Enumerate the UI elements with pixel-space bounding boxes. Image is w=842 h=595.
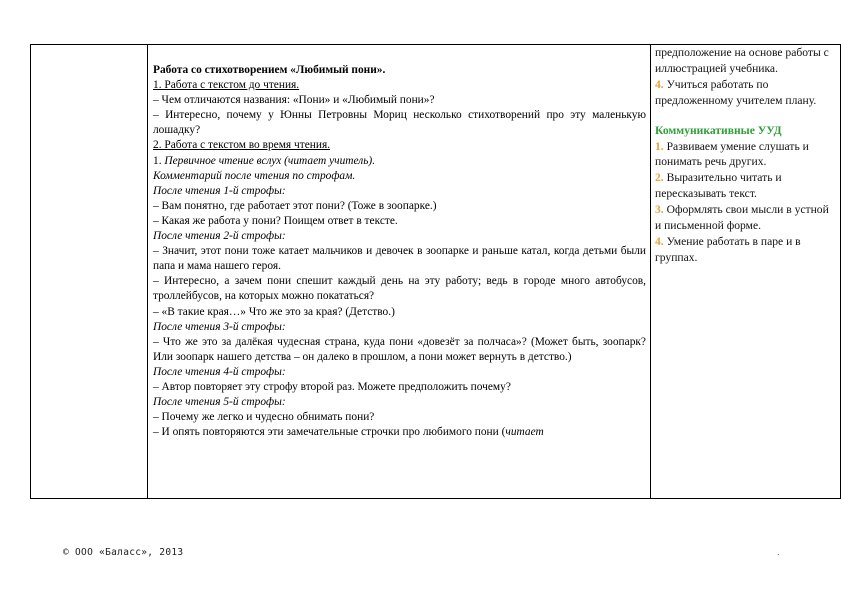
question: – Вам понятно, где работает этот пони? (Тоже в зоопарке.) bbox=[153, 199, 437, 212]
question: – Интересно, почему у Юнны Петровны Мориц несколько стихотворений про эту маленькую лошадку? bbox=[153, 109, 646, 137]
stanza-heading: После чтения 3-й строфы: bbox=[153, 320, 286, 333]
question: – Значит, этот пони тоже катает мальчиков и девочек в зоопарке и раньше катал, когда детьми были папа и мама нашего героя. bbox=[153, 245, 646, 273]
lesson-table bbox=[30, 44, 841, 499]
uud-heading: Коммуникативные УУД bbox=[655, 123, 782, 137]
question: – Почему же легко и чудесно обнимать пони? bbox=[153, 411, 375, 424]
question: – Какая же работа у пони? Поищем ответ в тексте. bbox=[153, 214, 398, 227]
step-line bbox=[153, 154, 646, 169]
item-number: 4. bbox=[655, 234, 664, 248]
uud-item bbox=[655, 139, 834, 171]
item-number: 1. bbox=[655, 139, 664, 153]
section-heading: 2. Работа с текстом во время чтения. bbox=[153, 139, 331, 152]
question bbox=[153, 425, 646, 440]
poem-title: Работа со стихотворением «Любимый пони». bbox=[153, 64, 386, 76]
stanza-heading: После чтения 2-й строфы: bbox=[153, 230, 286, 243]
question: – Чем отличаются названия: «Пони» и «Любимый пони»? bbox=[153, 94, 435, 107]
item-text: Учиться работать по предложенному учителем плану. bbox=[655, 77, 817, 107]
table-row bbox=[31, 45, 841, 499]
lesson-content-cell bbox=[148, 45, 651, 499]
item-text: Оформлять свои мысли в устной и письменной форме. bbox=[655, 203, 829, 233]
question: – Автор повторяет эту строфу второй раз. Можете предположить почему? bbox=[153, 380, 511, 393]
copyright-footer: © ООО «Баласс», 2013 bbox=[63, 547, 184, 558]
step-text: Первичное чтение вслух (читает учитель). bbox=[164, 154, 376, 167]
step-number: 1. bbox=[153, 154, 165, 167]
question-text: – И опять повторяются эти замечательные строчки про любимого пони ( bbox=[153, 426, 506, 439]
page-dot: . bbox=[777, 547, 780, 557]
question: – Интересно, а зачем пони спешит каждый день на эту работу; ведь в городе много автобусов, троллейбусов, на которых можно покататься? bbox=[153, 275, 646, 303]
question-italic: читает bbox=[505, 426, 544, 439]
stanza-heading: После чтения 1-й строфы: bbox=[153, 184, 286, 197]
uud-item bbox=[655, 170, 834, 202]
uud-text: предположение на основе работы с иллюстрацией учебника. bbox=[655, 46, 829, 75]
question: – Что же это за далёкая чудесная страна, куда пони «довезёт за полчаса»? (Может быть, зоопарк? Или зоопарк нашего детства – он далеко в прошлом, а пони может вернуть в детство.) bbox=[153, 335, 646, 363]
item-number: 3. bbox=[655, 203, 664, 217]
item-text: Развиваем умение слушать и понимать речь других. bbox=[655, 139, 809, 169]
comment-line: Комментарий после чтения по строфам. bbox=[153, 169, 356, 182]
item-text: Умение работать в паре и в группах. bbox=[655, 234, 801, 264]
item-number: 4. bbox=[655, 77, 664, 91]
uud-item bbox=[655, 77, 834, 109]
question: – «В такие края…» Что же это за края? (Детство.) bbox=[153, 305, 395, 318]
empty-cell bbox=[31, 45, 148, 499]
item-text: Выразительно читать и пересказывать текст. bbox=[655, 171, 782, 201]
section-heading: 1. Работа с текстом до чтения. bbox=[153, 79, 300, 92]
uud-item bbox=[655, 234, 834, 266]
stanza-heading: После чтения 4-й строфы: bbox=[153, 365, 286, 378]
stanza-heading: После чтения 5-й строфы: bbox=[153, 396, 286, 409]
spacer bbox=[655, 109, 834, 123]
uud-item bbox=[655, 202, 834, 234]
item-number: 2. bbox=[655, 171, 664, 185]
uud-cell bbox=[651, 45, 841, 499]
